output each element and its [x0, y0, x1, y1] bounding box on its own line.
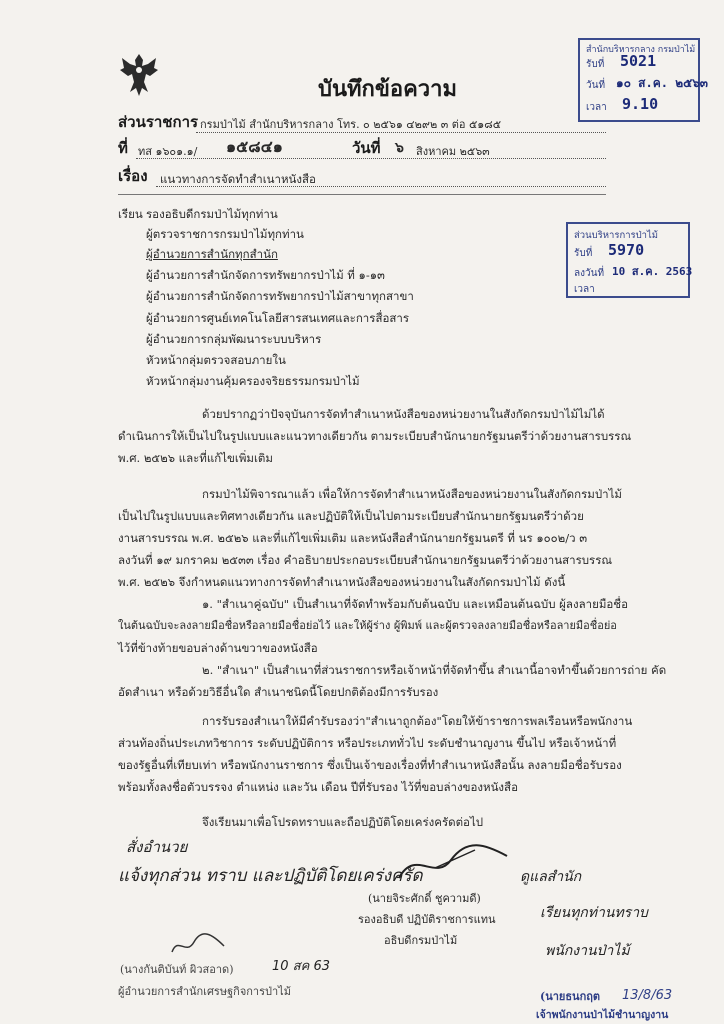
- para3-line: ส่วนท้องถิ่นประเภทวิชาการ ระดับปฏิบัติการ หรือประเภททั่วไป ระดับชำนาญงาน ขึ้นไป หรือเจ้าหน้าที่: [118, 736, 617, 750]
- stamp-date-value: 10 ส.ค. 2563: [612, 265, 693, 278]
- bottom-left-name: (นางกันติบันท์ ผิวสอาด): [120, 963, 234, 976]
- subject-label: เรื่อง: [118, 167, 148, 185]
- recipient-item: ผู้อำนวยการสำนักจัดการทรัพยากรป่าไม้ ที่ ๑-๑๓: [146, 268, 385, 282]
- bottom-left-signature-icon: [168, 930, 228, 960]
- item1-line: ในต้นฉบับจะลงลายมือชื่อหรือลายมือชื่อย่อไว้ และให้ผู้ร่าง ผู้พิมพ์ และผู้ตรวจลงลายมือชื่อหรือลายมือชื่อย่อ: [118, 619, 617, 632]
- signer-name: (นายจิระศักดิ์ ชูความดี): [368, 892, 481, 905]
- recipient-item: ผู้อำนวยการศูนย์เทคโนโลยีสารสนเทศและการสื่อสาร: [146, 311, 410, 325]
- para2-line: กรมป่าไม้พิจารณาแล้ว เพื่อให้การจัดทำสำเนาหนังสือของหน่วยงานในสังกัดกรมป่าไม้: [202, 487, 622, 501]
- bottom-right-name: (นายธนกฤต: [540, 990, 601, 1003]
- garuda-emblem-icon: [118, 52, 160, 98]
- para2-line: ลงวันที่ ๑๙ มกราคม ๒๕๓๓ เรื่อง คำอธิบายประกอบระเบียบสำนักนายกรัฐมนตรีว่าด้วยงานสารบรรณ: [118, 553, 613, 567]
- bottom-left-position: ผู้อำนวยการสำนักเศรษฐกิจการป่าไม้: [118, 985, 291, 998]
- ref-number: ๑๕๘๔๑: [226, 137, 283, 156]
- stamp-time-label: เวลา: [574, 284, 595, 295]
- recipient-item: หัวหน้ากลุ่มงานคุ้มครองจริยธรรมกรมป่าไม้: [146, 374, 360, 388]
- handwritten-date: 13/8/63: [622, 988, 673, 1003]
- item2-line: ๒. "สำเนา" เป็นสำเนาที่ส่วนราชการหรือเจ้าหน้าที่จัดทำขึ้น สำเนานี้อาจทำขึ้นด้วยการถ่าย คัด: [202, 663, 667, 677]
- stamp-time-label: เวลา: [586, 102, 607, 113]
- item2-line: อัดสำเนา หรือด้วยวิธีอื่นใด สำเนาชนิดนี้โดยปกติต้องมีการรับรอง: [118, 685, 439, 699]
- item1-line: ไว้ที่ข้างท้ายขอบล่างด้านขวาของหนังสือ: [118, 641, 318, 655]
- main-signature-icon: [395, 838, 515, 888]
- subject-value: แนวทางการจัดทำสำเนาหนังสือ: [160, 172, 316, 186]
- para2-line: งานสารบรรณ พ.ศ. ๒๕๒๖ และที่แก้ไขเพิ่มเติม และหนังสือสำนักนายกรัฐมนตรี ที่ นร ๑๐๐๒/ว ๓: [118, 531, 588, 545]
- handwritten-date: 10 สค 63: [272, 959, 330, 974]
- para3-line: การรับรองสำเนาให้มีคำรับรองว่า"สำเนาถูกต้อง"โดยให้ข้าราชการพลเรือนหรือพนักงาน: [202, 714, 633, 728]
- para3-line: ของรัฐอื่นที่เทียบเท่า หรือพนักงานราชการ ซึ่งเป็นเจ้าของเรื่องที่ทำสำเนาหนังสือนั้น ลงลายมือชื่อรับรอง: [118, 758, 622, 772]
- recipient-item: รองอธิบดีกรมป่าไม้ทุกท่าน: [146, 207, 278, 221]
- bottom-right-position: เจ้าพนักงานป่าไม้ชำนาญงาน: [536, 1009, 669, 1021]
- stamp-date-label: วันที่: [586, 80, 606, 91]
- stamp-header: ส่วนบริหารการป่าไม้: [574, 230, 659, 241]
- item1-line: ๑. "สำเนาคู่ฉบับ" เป็นสำเนาที่จัดทำพร้อมกับต้นฉบับ และเหมือนต้นฉบับ ผู้ลงลายมือชื่อ: [202, 597, 629, 611]
- recipient-item: หัวหน้ากลุ่มตรวจสอบภายใน: [146, 353, 286, 367]
- date-day: ๖: [395, 140, 404, 156]
- stamp-date-value: ๑๐ ส.ค. ๒๕๖๓: [616, 76, 709, 90]
- handwritten-note: พนักงานป่าไม้: [545, 943, 630, 959]
- date-label: วันที่: [352, 139, 381, 157]
- stamp-recv-label: รับที่: [586, 59, 605, 70]
- recipient-item: ผู้อำนวยการสำนักจัดการทรัพยากรป่าไม้สาขาทุกสาขา: [146, 289, 414, 303]
- para3-line: พร้อมทั้งลงชื่อตัวบรรจง ตำแหน่ง และวัน เดือน ปีที่รับรอง ไว้ที่ขอบล่างของหนังสือ: [118, 780, 518, 794]
- closing-line: จึงเรียนมาเพื่อโปรดทราบและถือปฏิบัติโดยเคร่งครัดต่อไป: [202, 815, 484, 829]
- handwritten-note: เรียนทุกท่านทราบ: [540, 905, 648, 921]
- stamp-date-label: ลงวันที่: [574, 268, 605, 279]
- handwritten-note: ดูแลสำนัก: [520, 869, 582, 885]
- para2-line: พ.ศ. ๒๕๒๖ จึงกำหนดแนวทางการจัดทำสำเนาหนังสือของหน่วยงานในสังกัดกรมป่าไม้ ดังนี้: [118, 575, 566, 589]
- date-month-year: สิงหาคม ๒๕๖๓: [416, 145, 490, 158]
- receipt-stamp-mid: [566, 222, 693, 298]
- stamp-recv-label: รับที่: [574, 248, 593, 259]
- recipient-item: ผู้อำนวยการกลุ่มพัฒนาระบบบริหาร: [146, 332, 322, 346]
- stamp-header: สำนักบริหารกลาง กรมป่าไม้: [586, 45, 696, 55]
- stamp-recv-no: 5021: [620, 52, 657, 70]
- to-label: เรียน: [118, 207, 143, 221]
- para1-line: ด้วยปรากฏว่าปัจจุบันการจัดทำสำเนาหนังสือของหน่วยงานในสังกัดกรมป่าไม้ไม่ได้: [202, 407, 605, 421]
- stamp-time-value: 9.10: [622, 95, 659, 113]
- agency-label: ส่วนราชการ: [118, 113, 199, 131]
- memo-title: บันทึกข้อความ: [318, 76, 458, 102]
- ref-label: ที่: [118, 139, 128, 157]
- signer-position: รองอธิบดี ปฏิบัติราชการแทน: [358, 913, 496, 926]
- ref-prefix: ทส ๑๖๐๑.๑/: [138, 145, 198, 158]
- para1-line: ดำเนินการให้เป็นไปในรูปแบบและแนวทางเดียวกัน ตามระเบียบสำนักนายกรัฐมนตรีว่าด้วยงานสารบรรณ: [118, 429, 632, 443]
- para2-line: เป็นไปในรูปแบบและทิศทางเดียวกัน และปฏิบัติให้เป็นไปตามระเบียบสำนักนายกรัฐมนตรีว่าด้วย: [118, 509, 584, 523]
- receipt-stamp-top: [578, 38, 709, 122]
- recipient-item: ผู้ตรวจราชการกรมป่าไม้ทุกท่าน: [146, 227, 304, 241]
- agency-value: กรมป่าไม้ สำนักบริหารกลาง โทร. ๐ ๒๕๖๑ ๔๒๙๒ ๓ ต่อ ๕๑๘๕: [200, 118, 502, 131]
- recipient-item: ผู้อำนวยการสำนักทุกสำนัก: [146, 247, 278, 261]
- signer-position: อธิบดีกรมป่าไม้: [384, 934, 458, 947]
- stamp-recv-no: 5970: [608, 241, 645, 259]
- para1-line: พ.ศ. ๒๕๒๖ และที่แก้ไขเพิ่มเติม: [118, 451, 273, 465]
- handwritten-note: แจ้งทุกส่วน ทราบ และปฏิบัติโดยเคร่งครัด: [118, 866, 423, 886]
- handwritten-note: สั่งอำนวย: [126, 838, 188, 856]
